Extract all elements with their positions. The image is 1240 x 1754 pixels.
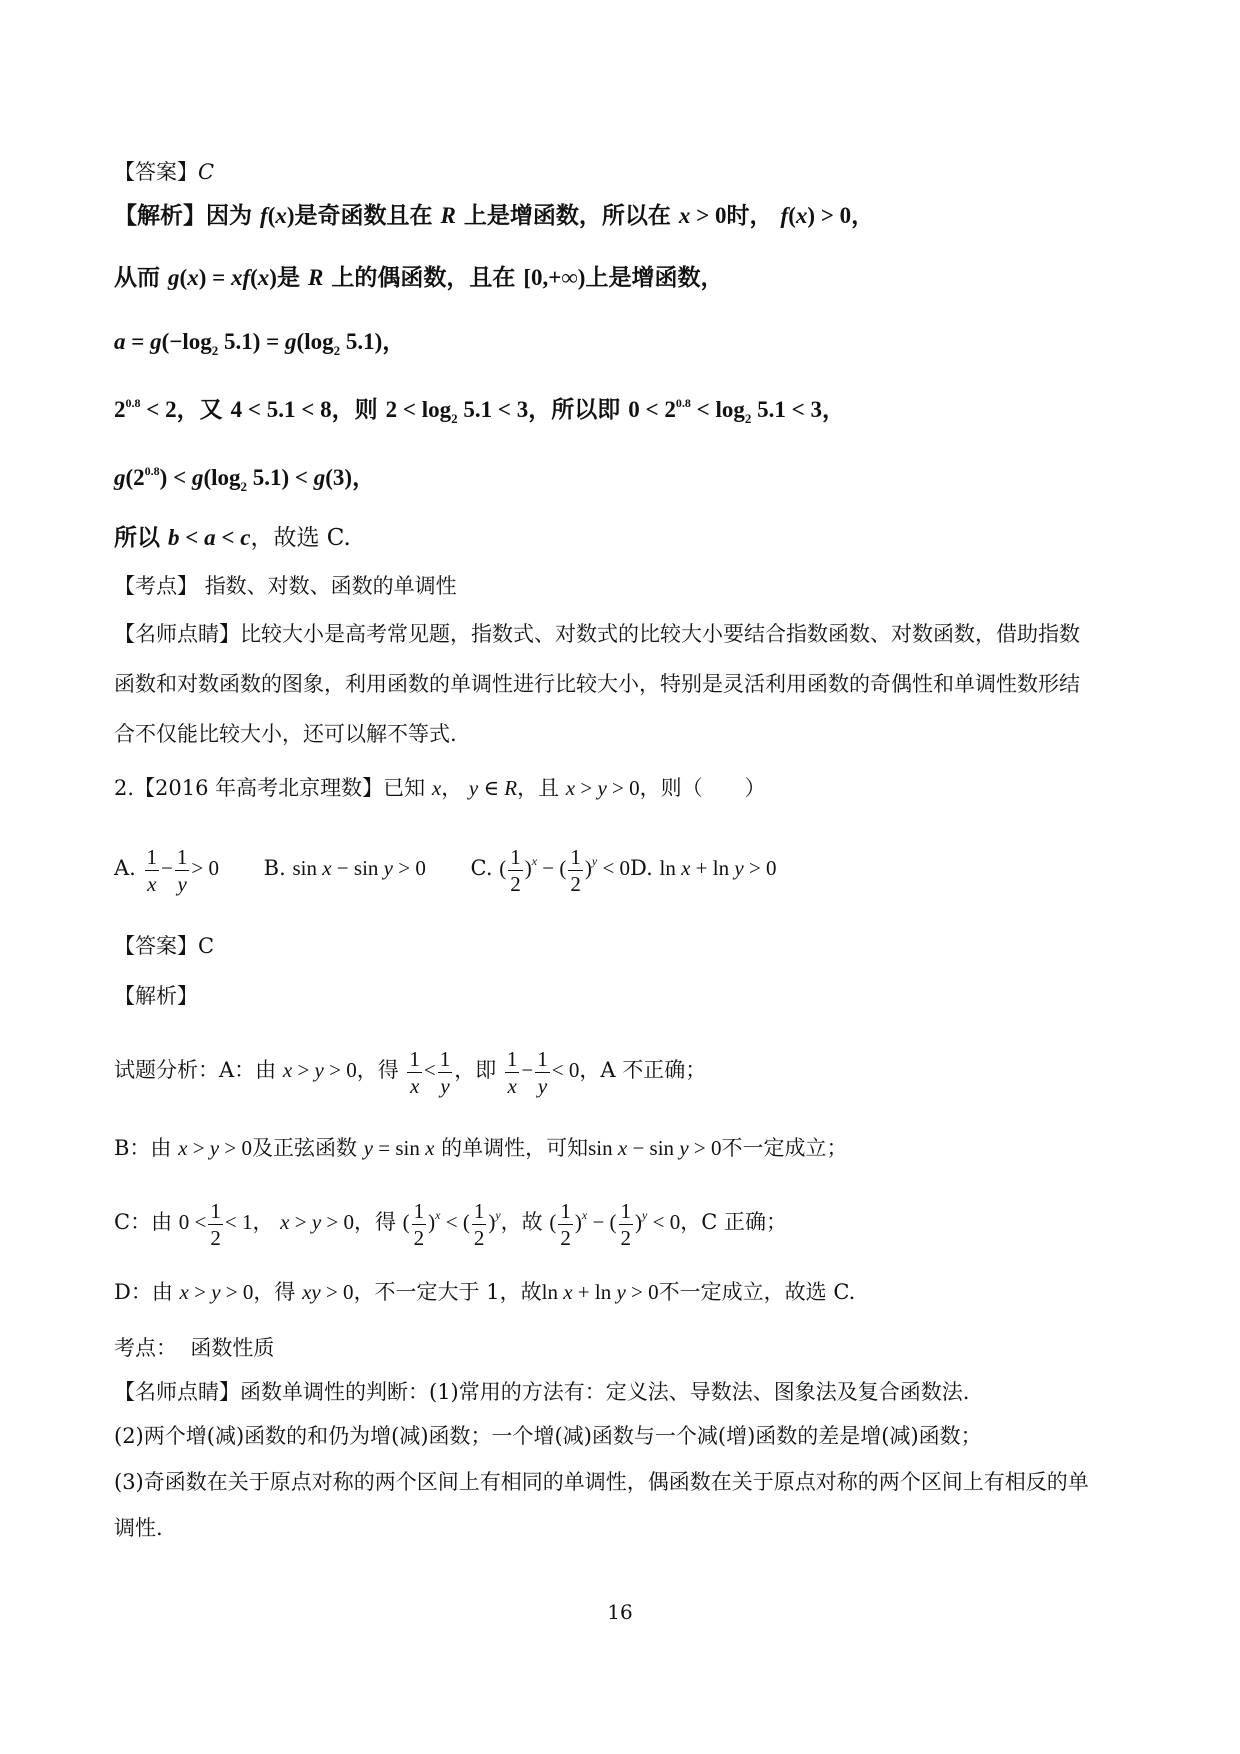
math-x-gt-y-gt-0: x > y > 0 — [178, 1136, 252, 1160]
math-x: x — [431, 776, 442, 800]
text: 合不仅能比较大小，还可以解不等式. — [114, 722, 457, 746]
text: ， — [252, 1210, 274, 1234]
analysis-line-1 — [114, 200, 1134, 232]
text: 试题分析：A：由 — [114, 1058, 277, 1082]
text: 上是增函数， — [585, 264, 724, 291]
text: 调性. — [114, 1516, 163, 1540]
kaodian-label: 【考点】 — [114, 574, 198, 598]
analysis-line-5 — [114, 462, 1134, 494]
math-interval: [0,+∞) — [523, 265, 586, 290]
text: ，且 — [517, 776, 560, 800]
text: 不一定成立； — [721, 1136, 848, 1160]
text: 的单调性，可知 — [441, 1136, 589, 1160]
answer-line-1 — [114, 156, 1134, 188]
math-R: R — [440, 203, 456, 228]
analysis-line-6 — [114, 522, 1134, 554]
text: ， — [441, 776, 463, 800]
math-chain: $0 < 2^{0.8} < \log_2 5.1 < 3$ — [628, 396, 822, 426]
option-d[interactable] — [630, 838, 776, 898]
math-frac-diff: $\frac{1}{x}$ − $\frac{1}{y}$ < 0 — [506, 1046, 580, 1098]
text: ，即 — [454, 1058, 497, 1082]
math-x-gt-0: x > 0 — [678, 203, 727, 228]
text: B：由 — [114, 1136, 172, 1160]
text: 上的偶函数，且在 — [331, 264, 516, 291]
math-opt-d: ln x + ln y > 0 — [659, 856, 777, 880]
kaodian-text: 指数、对数、函数的单调性 — [204, 574, 457, 598]
text: 是奇函数且在 — [294, 202, 433, 229]
math-half-range: 0 < $\frac{1}{2}$ < 1 — [178, 1198, 253, 1250]
analysis-label: 【解析】 — [114, 984, 198, 1008]
question-2-stem — [114, 772, 1134, 804]
mingshi-line-2-4 — [114, 1512, 1134, 1544]
math-x-gt-y-gt-0: x > y > 0 — [280, 1210, 354, 1234]
math-frac-ineq: $\frac{1}{x}$ < $\frac{1}{y}$ — [409, 1046, 451, 1098]
math-opt-a: $\frac{1}{x}$ − $\frac{1}{y}$ > 0 — [146, 844, 219, 896]
math-gx: g(x) = xf(x) — [168, 265, 277, 290]
analysis-a-line — [114, 1040, 1134, 1100]
text: 比较大小是高考常见题，指数式、对数式的比较大小要结合指数函数、对数函数，借助指数 — [240, 622, 1080, 646]
answer-label: 【答案】 — [114, 934, 198, 958]
analysis-label: 【解析】 — [114, 202, 206, 229]
answer-value: C — [198, 160, 215, 184]
kaodian-text: 函数性质 — [190, 1336, 275, 1360]
option-b-label: B. — [263, 856, 286, 880]
text: ，得 — [356, 1058, 399, 1082]
text: ， — [821, 396, 845, 423]
text: 是 — [276, 264, 300, 291]
text: ， — [352, 464, 376, 491]
text: 时， — [726, 202, 773, 229]
text: ， — [851, 202, 875, 229]
analysis-d-line — [114, 1276, 1134, 1308]
math-y-in-R: y ∈ R — [468, 776, 518, 800]
answer-value: C — [198, 934, 215, 958]
page-number: 16 — [607, 1600, 633, 1624]
math-pow: $2^{0.8} < 2$ — [114, 396, 177, 422]
question-number: 2. — [114, 776, 135, 800]
mingshi-line-2-1 — [114, 1376, 1134, 1408]
text: (3)奇函数在关于原点对称的两个区间上有相同的单调性，偶函数在关于原点对称的两个区间上有相反的单 — [114, 1470, 1089, 1494]
math-pow-ineq: ( $\frac{1}{2}$ )$^x$ < ( $\frac{1}{2}$ )$^y$ — [402, 1198, 501, 1250]
text: 从而 — [114, 264, 160, 291]
text: (2)两个增(减)函数的和仍为增(减)函数；一个增(减)函数与一个减(增)函数的差是增(减)函数； — [114, 1424, 982, 1448]
text: ，故 — [500, 1210, 543, 1234]
math-pow-diff: ( $\frac{1}{2}$ )$^x$ − ( $\frac{1}{2}$ )$^y$ < 0 — [549, 1198, 681, 1250]
math-x-gt-y-gt-0: x > y > 0 — [179, 1280, 254, 1304]
math-g-chain: $g(2^{0.8}) < g(\log_2$ 5.1) < g(3) — [114, 464, 353, 494]
analysis-label-line-2 — [114, 980, 1134, 1012]
text: C：由 — [114, 1210, 173, 1234]
text: ，则 — [331, 396, 378, 423]
text: ， — [382, 328, 406, 355]
mingshi-label: 【名师点睛】 — [114, 622, 240, 646]
text: ，所以即 — [528, 396, 621, 423]
mingshi-line-2-2 — [114, 1420, 1134, 1452]
question-source: 【2016 年高考北京理数】 — [134, 776, 384, 800]
math-y-sinx: y = sin x — [363, 1136, 435, 1160]
math-ln-sum: ln x + ln y > 0 — [541, 1280, 659, 1304]
text: ，又 — [176, 396, 223, 423]
text: D：由 — [114, 1280, 173, 1304]
mingshi-line-2 — [114, 668, 1134, 700]
text: 函数和对数函数的图象，利用函数的单调性进行比较大小，特别是灵活利用函数的奇偶性和单调性数形结 — [114, 672, 1080, 696]
math-fx-gt-0: f(x) > 0 — [780, 203, 852, 228]
math-sin-diff: sin x − sin y > 0 — [588, 1136, 722, 1160]
math-x-gt-y-gt-0: x > y > 0 — [565, 776, 640, 800]
text: ，A 不正确； — [579, 1058, 707, 1082]
math-R: R — [307, 265, 324, 290]
text: ，得 — [253, 1280, 296, 1304]
text: 因为 — [206, 202, 252, 229]
analysis-line-2 — [114, 262, 1134, 294]
analysis-line-3 — [114, 326, 1134, 358]
text: ，得 — [353, 1210, 396, 1234]
math-range: 4 < 5.1 < 8 — [230, 397, 332, 422]
mingshi-line-1 — [114, 618, 1134, 650]
text: 已知 — [383, 776, 426, 800]
kaodian-line-1 — [114, 570, 1134, 602]
text: 及正弦函数 — [251, 1136, 357, 1160]
math-b-a-c: b < a < c — [168, 525, 251, 550]
text: ，C 正确； — [680, 1210, 787, 1234]
analysis-b-line — [114, 1132, 1134, 1164]
text: 不一定成立，故选 C. — [658, 1280, 856, 1304]
text: 上是增函数，所以在 — [463, 202, 671, 229]
analysis-c-line — [114, 1192, 1134, 1252]
math-opt-b: sin x − sin y > 0 — [292, 856, 426, 880]
math-x-gt-y-gt-0: x > y > 0 — [282, 1058, 357, 1082]
math-xy-gt-0: xy > 0 — [302, 1280, 354, 1304]
option-a-label: A. — [114, 856, 136, 880]
text: ，故选 C. — [250, 525, 351, 551]
text: 所以 — [114, 524, 160, 551]
option-a[interactable] — [114, 838, 219, 898]
kaodian-label: 考点： — [114, 1336, 177, 1360]
answer-line-2 — [114, 930, 1134, 962]
option-c-label: C. — [470, 856, 493, 880]
math-fx: f(x) — [260, 203, 295, 228]
math-opt-c: ( $\frac{1}{2}$ )$^x$ − ( $\frac{1}{2}$ )$^y$ < 0 — [499, 844, 631, 896]
text: ，不一定大于 1，故 — [353, 1280, 542, 1304]
text: 函数单调性的判断：(1)常用的方法有：定义法、导数法、图象法及复合函数法. — [240, 1380, 970, 1404]
math-log-range: $2 < \log_2 5.1 < 3$ — [385, 397, 529, 426]
option-d-label: D. — [630, 856, 653, 880]
text: ，则（ ） — [639, 776, 766, 800]
mingshi-label: 【名师点睛】 — [114, 1380, 240, 1404]
math-a-eq: $a = g(-\log_2$ $5.1) = g(\log_2$ 5.1) — [114, 329, 383, 358]
question-2-options — [114, 838, 1134, 898]
option-b[interactable] — [264, 838, 426, 898]
option-c[interactable] — [471, 838, 631, 898]
analysis-line-4 — [114, 394, 1134, 426]
kaodian-line-2 — [114, 1332, 1134, 1364]
mingshi-line-2-3 — [114, 1466, 1134, 1498]
mingshi-line-3 — [114, 718, 1134, 750]
answer-label: 【答案】 — [114, 160, 198, 184]
